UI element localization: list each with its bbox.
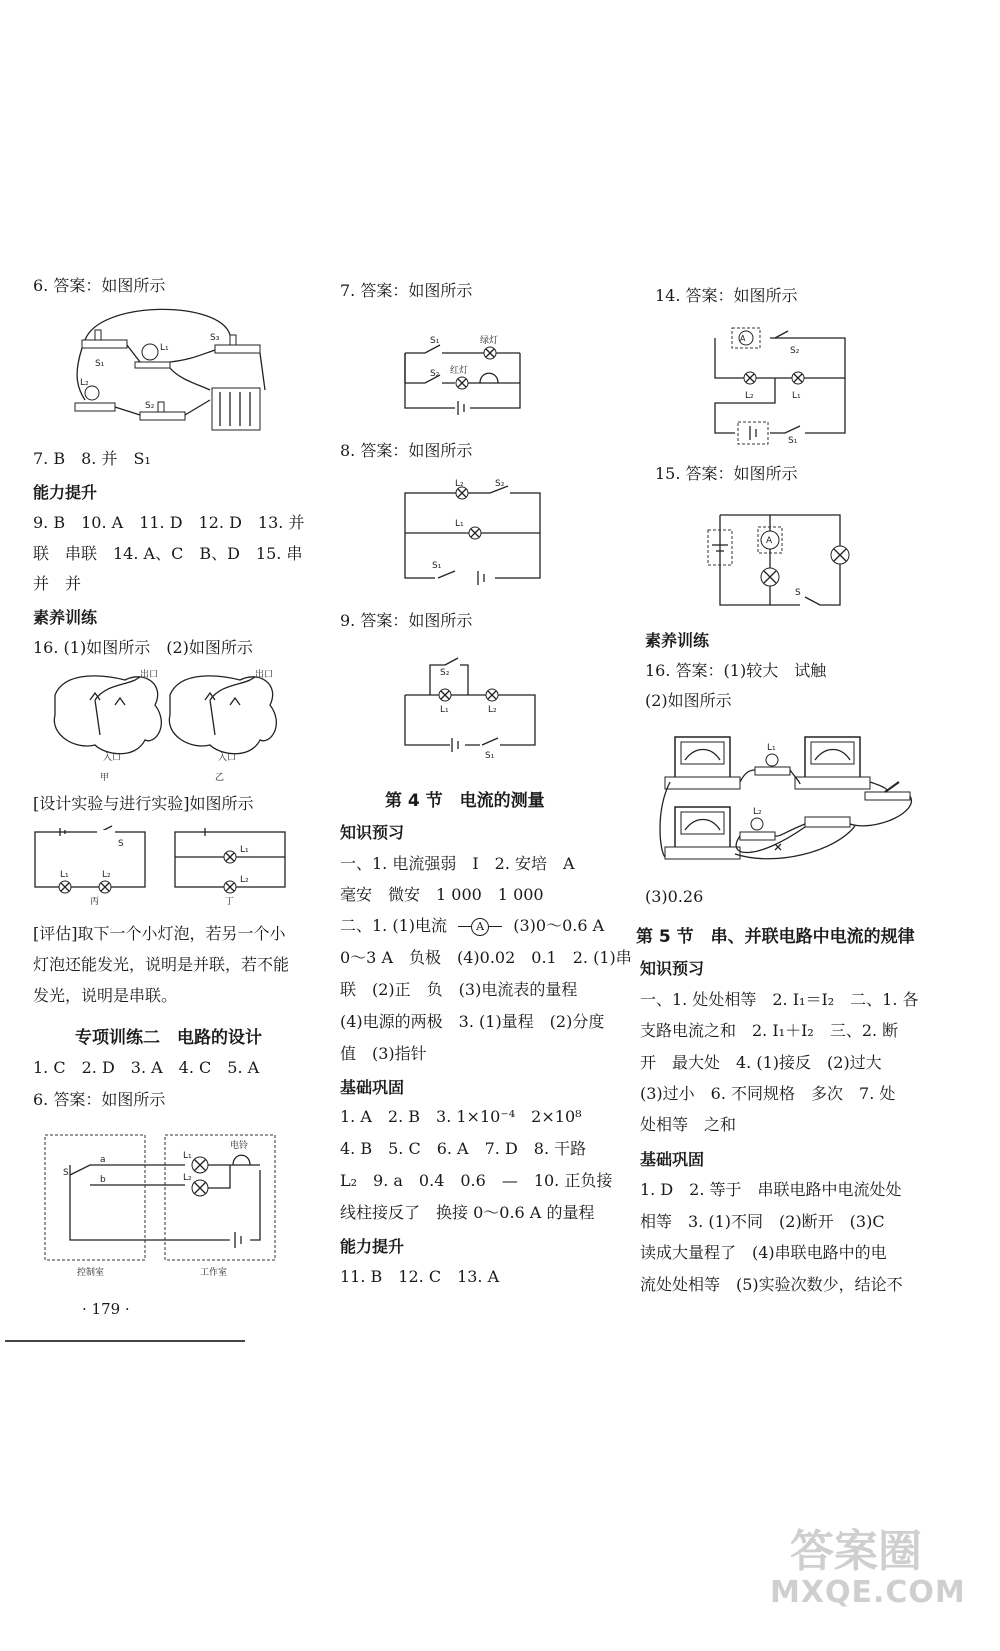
- mid-basic-3: L₂ 9. a 0.4 0.6 — 10. 正负接: [340, 1171, 613, 1190]
- right-answer-15: 15. 答案：如图所示: [655, 464, 798, 483]
- mid-answer-8: 8. 答案：如图所示: [340, 441, 473, 460]
- circuit-figure-mid-7: [400, 308, 530, 418]
- mid-preview-3: 二、1. (1)电流 A (3)0～0.6 A: [340, 916, 605, 935]
- answers-7-8: 7. B 8. 并 S₁: [33, 449, 151, 468]
- label-s: S: [63, 1168, 69, 1178]
- label-work-room: 工作室: [200, 1268, 228, 1278]
- label-l2: L₂: [488, 705, 497, 715]
- label-s-bing: S: [118, 839, 124, 849]
- label-bell: 电铃: [230, 1141, 249, 1151]
- right-basic-2: 相等 3. (1)不同 (2)断开 (3)C: [640, 1212, 885, 1231]
- right-preview-2: 支路电流之和 2. I₁＋I₂ 三、2. 断: [640, 1021, 899, 1040]
- special-answer-6: 6. 答案：如图所示: [33, 1090, 166, 1109]
- label-control-room: 控制室: [77, 1268, 105, 1278]
- label-red: 红灯: [450, 366, 469, 376]
- label-l1: L₁: [792, 391, 801, 401]
- evaluation-line1: [评估]取下一个小灯泡，若另一个小: [33, 924, 286, 943]
- mid-preview-1: 一、1. 电流强弱 I 2. 安培 A: [340, 854, 575, 873]
- heading-literacy: 素养训练: [33, 608, 98, 627]
- mid-preview-4: 0～3 A 负极 (4)0.02 0.1 2. (1)串: [340, 948, 632, 967]
- mid-answer-9: 9. 答案：如图所示: [340, 611, 473, 630]
- label-s: S: [795, 588, 801, 598]
- label-l1: L₁: [160, 343, 169, 353]
- mid-basic-2: 4. B 5. C 6. A 7. D 8. 干路: [340, 1139, 587, 1158]
- label-s1: S₁: [95, 359, 105, 369]
- circuit-control-work: [45, 1130, 275, 1285]
- ammeter-symbol: A: [458, 917, 502, 937]
- label-l2: L₂: [183, 1173, 192, 1183]
- label-a: a: [100, 1155, 106, 1165]
- label-l1: L₁: [455, 519, 464, 529]
- right-basic-3: 读成大量程了 (4)串联电路中的电: [640, 1243, 887, 1262]
- right-heading-literacy: 素养训练: [645, 631, 710, 650]
- label-l2-bing: L₂: [102, 870, 111, 880]
- mid-preview-2: 毫安 微安 1 000 1 000: [340, 885, 544, 904]
- circuit-figure-mid-8: [400, 478, 550, 588]
- answer-6: 6. 答案：如图所示: [33, 276, 166, 295]
- right-preview-5: 处相等 之和: [640, 1115, 737, 1134]
- page-number: · 179 ·: [82, 1300, 130, 1318]
- circuit-figure-right-15: [700, 505, 850, 615]
- mid-preview-7: 值 (3)指针: [340, 1044, 427, 1063]
- label-l2: L₂: [455, 479, 464, 489]
- label-l1: L₁: [183, 1151, 192, 1161]
- label-jia: 甲: [100, 773, 110, 783]
- label-s2: S₂: [145, 401, 155, 411]
- label-l2: L₂: [80, 378, 89, 388]
- label-bing: 丙: [90, 897, 100, 907]
- evaluation-line2: 灯泡还能发光，说明是并联，若不能: [33, 955, 290, 974]
- label-ding: 丁: [225, 897, 235, 907]
- label-s1: S₁: [788, 436, 798, 446]
- circuit-figure-6: [70, 300, 280, 440]
- answer-16: 16. (1)如图所示 (2)如图所示: [33, 638, 253, 657]
- label-s2: S₂: [440, 668, 450, 678]
- section-5-title: 第 5 节 串、并联电路中电流的规律: [636, 927, 915, 947]
- label-a: A: [766, 536, 773, 546]
- right-preview-4: (3)过小 6. 不同规格 多次 7. 处: [640, 1084, 896, 1103]
- label-l2: L₂: [745, 391, 754, 401]
- right-heading-basic: 基础巩固: [640, 1150, 705, 1169]
- label-green: 绿灯: [480, 336, 499, 346]
- label-exit-b: 出口: [255, 670, 274, 680]
- design-experiment: [设计实验与进行实验]如图所示: [33, 794, 254, 813]
- special-answers-1-5: 1. C 2. D 3. A 4. C 5. A: [33, 1058, 260, 1077]
- circuit-bing-ding: [30, 822, 300, 907]
- right-basic-4: 流处处相等 (5)实验次数少，结论不: [640, 1275, 903, 1294]
- mid-preview-6: (4)电源的两极 3. (1)量程 (2)分度: [340, 1012, 605, 1031]
- footer-rule: [5, 1340, 245, 1342]
- right-answer-14: 14. 答案：如图所示: [655, 286, 798, 305]
- label-l2: L₂: [753, 807, 762, 817]
- mid-ability-answers: 11. B 12. C 13. A: [340, 1267, 500, 1286]
- label-l1-bing: L₁: [60, 870, 69, 880]
- label-a: A: [740, 334, 746, 343]
- ammeter-experiment-figure: [655, 722, 935, 867]
- mid-basic-4: 线柱接反了 换接 0～0.6 A 的量程: [340, 1203, 595, 1222]
- heading-ability: 能力提升: [33, 483, 98, 502]
- label-s3: S₃: [210, 333, 220, 343]
- section-4-title: 第 4 节 电流的测量: [385, 791, 545, 811]
- right-answer-16a: 16. 答案：(1)较大 试触: [645, 661, 827, 680]
- mid-basic-1: 1. A 2. B 3. 1×10⁻⁴ 2×10⁸: [340, 1107, 582, 1126]
- right-heading-preview: 知识预习: [640, 959, 705, 978]
- label-s2: S₂: [495, 479, 505, 489]
- label-exit-a: 出口: [140, 670, 159, 680]
- label-s1: S₁: [430, 336, 440, 346]
- label-entry-a: 入口: [103, 753, 122, 763]
- right-basic-1: 1. D 2. 等于 串联电路中电流处处: [640, 1180, 902, 1199]
- circuit-figure-mid-9: [400, 650, 540, 761]
- mid-answer-7: 7. 答案：如图所示: [340, 281, 473, 300]
- mid-heading-ability: 能力提升: [340, 1237, 405, 1256]
- right-answer-16c: (3)0.26: [645, 887, 704, 906]
- label-s2: S₂: [430, 369, 440, 379]
- answers-13-15: 联 串联 14. A、C B、D 15. 串: [33, 544, 303, 563]
- label-l1: L₁: [440, 705, 449, 715]
- special-training-title: 专项训练二 电路的设计: [75, 1028, 262, 1048]
- label-s1: S₁: [485, 751, 495, 761]
- label-s2: S₂: [790, 346, 800, 356]
- label-b: b: [100, 1175, 106, 1185]
- evaluation-line3: 发光，说明是串联。: [33, 986, 178, 1005]
- label-l1-ding: L₁: [240, 845, 249, 855]
- label-l1: L₁: [767, 743, 776, 753]
- watermark-site: MXQE.COM: [770, 1575, 966, 1610]
- mid-heading-basic: 基础巩固: [340, 1078, 405, 1097]
- label-s1: S₁: [432, 561, 442, 571]
- right-preview-3: 开 最大处 4. (1)接反 (2)过大: [640, 1053, 882, 1072]
- mid-preview-5: 联 (2)正 负 (3)电流表的量程: [340, 980, 578, 999]
- right-preview-1: 一、1. 处处相等 2. I₁＝I₂ 二、1. 各: [640, 990, 919, 1009]
- label-entry-b: 入口: [218, 753, 237, 763]
- right-answer-16b: (2)如图所示: [645, 691, 732, 710]
- answers-15b: 并 并: [33, 574, 82, 593]
- label-yi: 乙: [215, 773, 225, 783]
- maze-figure-16: [45, 665, 285, 785]
- answers-9-13: 9. B 10. A 11. D 12. D 13. 并: [33, 513, 305, 532]
- watermark-logo: 答案圈: [790, 1526, 922, 1577]
- mid-heading-preview: 知识预习: [340, 823, 405, 842]
- label-l2-ding: L₂: [240, 875, 249, 885]
- circuit-figure-right-14: [710, 318, 850, 448]
